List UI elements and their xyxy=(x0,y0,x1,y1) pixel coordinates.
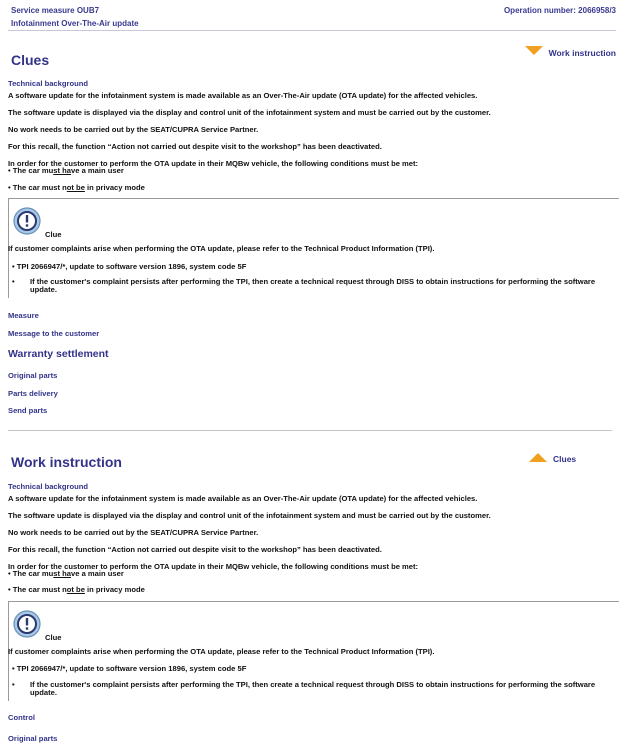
info-exclamation-icon xyxy=(12,609,42,641)
bullet-text: • The car must n xyxy=(8,585,67,594)
section-title-work-instruction: Work instruction xyxy=(11,454,122,470)
original-parts-link[interactable]: Original parts xyxy=(8,734,58,743)
technical-background-link[interactable]: Technical background xyxy=(8,482,89,491)
tpi-sub-bullet-line-1: If the customer's complaint persists after performing the TPI, then create a technical request through DISS to obtain instructions for performing the software xyxy=(30,680,596,689)
message-to-customer-link[interactable]: Message to the customer xyxy=(8,329,100,338)
bullet-text: ve a main user xyxy=(71,166,124,175)
bullet-text: ve a main user xyxy=(71,569,124,578)
clues-link[interactable] xyxy=(529,454,576,464)
bullet-text: • The car must n xyxy=(8,183,67,192)
bullet-text-underlined: ot be xyxy=(66,585,85,594)
work-instruction-link-label: Work instruction xyxy=(548,48,616,58)
document-header xyxy=(0,0,626,31)
paragraph: The software update is displayed via the display and control unit of the infotainment system and must be carried out by the customer. xyxy=(8,511,491,520)
tpi-sub-bullet-line-1: If the customer's complaint persists after performing the TPI, then create a technical request through DISS to obtain instructions for performing the software xyxy=(30,277,596,286)
tpi-bullet: • TPI 2066947/*, update to software version 1896, system code 5F xyxy=(12,664,247,673)
measure-link[interactable]: Measure xyxy=(8,311,39,320)
clues-link-label: Clues xyxy=(553,454,577,464)
tpi-sub-bullet-line-2: update. xyxy=(30,688,58,697)
bullet-text: • The car mu xyxy=(8,569,54,578)
section-divider xyxy=(8,430,612,431)
service-measure-label: Service measure OUB7 xyxy=(11,6,100,15)
bullet-text: in privacy mode xyxy=(84,585,145,594)
paragraph: In order for the customer to perform the OTA update in their MQBw vehicle, the following conditions must be met: xyxy=(8,562,419,571)
bullet-text-underlined: ot be xyxy=(66,183,85,192)
bullet-text: • The car mu xyxy=(8,166,54,175)
paragraph: For this recall, the function “Action not carried out despite visit to the workshop” has been deactivated. xyxy=(8,142,382,151)
paragraph: The software update is displayed via the display and control unit of the infotainment system and must be carried out by the customer. xyxy=(8,108,491,117)
tpi-bullet: • TPI 2066947/*, update to software version 1896, system code 5F xyxy=(12,262,247,271)
work-instruction-link[interactable] xyxy=(525,48,616,58)
bullet-privacy-mode xyxy=(8,585,145,594)
control-link[interactable]: Control xyxy=(8,713,35,722)
section-title-clues: Clues xyxy=(11,52,50,68)
tpi-sub-bullet-line-2: update. xyxy=(30,285,58,294)
technical-background-link[interactable]: Technical background xyxy=(8,79,89,88)
triangle-down-icon xyxy=(525,46,543,55)
tpi-sub-bullet-dot: • xyxy=(12,277,15,286)
bullet-text: in privacy mode xyxy=(84,183,145,192)
bullet-privacy-mode xyxy=(8,183,145,192)
original-parts-link[interactable]: Original parts xyxy=(8,371,58,380)
triangle-up-icon xyxy=(529,453,547,462)
parts-delivery-link[interactable]: Parts delivery xyxy=(8,389,58,398)
paragraph: A software update for the infotainment system is made available as an Over-The-Air update (OTA update) for the affected vehicles. xyxy=(8,91,478,100)
clue-text: If customer complaints arise when performing the OTA update, please refer to the Technical Product Information (TPI). xyxy=(8,244,435,253)
clue-label: Clue xyxy=(45,230,62,239)
bullet-text-underlined: st ha xyxy=(53,569,72,578)
bullet-main-user xyxy=(8,569,124,578)
clue-label: Clue xyxy=(45,633,62,642)
warranty-settlement-heading[interactable]: Warranty settlement xyxy=(8,348,109,360)
paragraph: For this recall, the function “Action not carried out despite visit to the workshop” has been deactivated. xyxy=(8,545,382,554)
bullet-main-user xyxy=(8,166,124,175)
header-divider xyxy=(8,30,616,31)
bullet-text-underlined: st ha xyxy=(53,166,72,175)
paragraph: A software update for the infotainment system is made available as an Over-The-Air update (OTA update) for the affected vehicles. xyxy=(8,494,478,503)
paragraph: No work needs to be carried out by the SEAT/CUPRA Service Partner. xyxy=(8,528,259,537)
send-parts-link[interactable]: Send parts xyxy=(8,406,48,415)
header-subtitle: Infotainment Over-The-Air update xyxy=(11,19,139,28)
operation-number: Operation number: 2066958/3 xyxy=(503,6,616,15)
info-exclamation-icon xyxy=(12,206,42,238)
tpi-sub-bullet-dot: • xyxy=(12,680,15,689)
paragraph: No work needs to be carried out by the SEAT/CUPRA Service Partner. xyxy=(8,125,259,134)
paragraph: In order for the customer to perform the OTA update in their MQBw vehicle, the following conditions must be met: xyxy=(8,159,419,168)
clue-text: If customer complaints arise when performing the OTA update, please refer to the Technical Product Information (TPI). xyxy=(8,647,435,656)
